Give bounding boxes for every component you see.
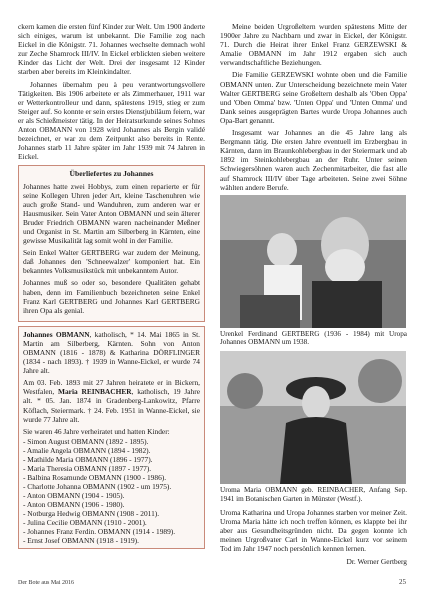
photo-caption-1: Urenkel Ferdinand GERTBERG (1936 - 1984) mit Uropa Johannes OBMANN um 1938. [220, 329, 407, 347]
child-item: - Balbina Rosamunde OBMANN (1900 - 1986). [23, 472, 167, 482]
photo-caption-2: Uroma Maria OBMANN geb. REINBACHER, Anfang Sep. 1941 im Botanischen Garten in Münster (Westf.). [220, 486, 407, 504]
johannes-details: , katholisch, * 14. Mai 1865 in St. Martin am Silberberg, Kärnten. Sohn von Anton OBMANN (1816 - 1878) & Katharina DÖRFLINGER (1834 - nach 1893). † 1939 in Wanne-Eickel, er wurde 74 Jahre alt. [23, 329, 200, 376]
genealogy-paragraph-2 [23, 378, 200, 423]
anecdote-paragraph-2: Sein Enkel Walter GERTBERG war zudem der Meinung, daß Johannes den 'Schneewalzer' komponiert hat. Ein bekanntes Volksmusikstück mit unbekanntem Autor. [23, 248, 200, 276]
left-paragraph-2: Johannes übernahm peu à peu verantwortungsvollere Tätigkeiten. Bis 1906 arbeitete er als Zimmerhauer, 1911 war er Wetterkontrolleur und dann, spätestens 1919, stieg er zum Steiger auf. So konnte er sein erstes Dienstjubiläum feiern, war er als Schießmeister tätig. In der Heiratsurkunde seines Sohnes Anton OBMANN von 1928 wird Johannes als Bergin validé bezeichnet, er war zu dem Zeitpunkt also bereits in Rente. Johannes starb 11 Jahre später im Jahr 1939 mit 74 Jahren in Eickel. [18, 79, 205, 162]
genealogy-paragraph-1 [23, 330, 200, 375]
anecdote-paragraph-1: Johannes hatte zwei Hobbys, zum einen reparierte er für seine Kollegen Uhren jeder Art, kleine Taschenuhren wie auch große Stand- und Wanduhren, zum anderen war er Hausmusiker. Sein Vater Anton OBMANN und sein älterer Bruder Friedrich OBMANN waren nacheinander Meßner und Organist in St. Martin am Silberberg in Kärnten, eine gewisse Musikalität lag somit wohl in der Familie. [23, 181, 200, 246]
left-column [18, 22, 205, 553]
child-item: - Simon August OBMANN (1892 - 1895). [23, 436, 149, 446]
child-item: - Anton OBMANN (1906 - 1980). [23, 499, 125, 509]
child-item: - Anton OBMANN (1904 - 1905). [23, 490, 125, 500]
children-list [23, 437, 200, 545]
author-signature: Dr. Werner Gertberg [346, 557, 407, 567]
right-paragraph-1: Meine beiden Urgroßeltern wurden spätestens Mitte der 1900er Jahre zu Nachbarn und zwar in Eickel, der Königstr. 71. Durch die Heirat ihrer Enkel Franz GERZEWSKI & Amalie OBMANN im Jahr 1912 ergaben sich auch verwandtschaftliche Beziehungen. [220, 22, 407, 68]
child-item: - Amalie Angela OBMANN (1894 - 1982). [23, 445, 151, 455]
page-number: 25 [399, 578, 406, 586]
child-item: - Mathilde Maria OBMANN (1896 - 1977). [23, 454, 153, 464]
maria-name: Maria REINBACHER [58, 387, 132, 397]
right-paragraph-3: Insgesamt war Johannes an die 45 Jahre lang als Bergmann tätig. Die ersten Jahre eventuell im Erzbergbau in Kärnten, dann im Braunkohlebergbau in der Steiermark und ab 1892 im Steinkohlebergbau an der Ruhr. Unter seinen Schwiegersöhnen waren auch Zechenmitarbeiter, die fast alle auf Shamrock III/IV über Tage arbeiteten. Seine zwei Söhne wählten andere Berufe. [220, 128, 407, 192]
photo-grandmother [220, 351, 406, 484]
marriage-text-b: , katholisch, 19 Jahre alt. * 05. Jan. 1874 in Gradenberg-Lankowitz, Pfarre Köflach, Steiermark. † 24. Feb. 1951 in Wanne-Eickel, sie wurde 77 Jahre alt. [23, 387, 200, 424]
children-intro: Sie waren 46 Jahre verheiratet und hatten Kinder: [23, 426, 170, 436]
photo-grandmother-image [220, 351, 406, 484]
johannes-name: Johannes OBMANN [23, 329, 90, 339]
genealogy-box [18, 326, 205, 549]
anecdote-box [18, 165, 205, 321]
photo-grandfather-with-child [220, 195, 406, 328]
footer-publication: Der Bote aus Mai 2016 [18, 580, 74, 586]
child-item: - Johannes Franz Ferdin. OBMANN (1914 - 1989). [23, 526, 176, 536]
marriage-text-a: Am 03. Feb. 1893 mit 27 Jahren heiratete er in Bickern, Westfalen, [23, 378, 200, 397]
child-item: - Notburga Hedwig OBMANN (1908 - 2011). [23, 508, 160, 518]
child-item: - Ernst Josef OBMANN (1918 - 1919). [23, 535, 139, 545]
child-item: - Julina Cecilie OBMANN (1910 - 2001). [23, 517, 147, 527]
child-item: - Maria Theresia OBMANN (1897 - 1977). [23, 463, 152, 473]
anecdote-paragraph-3: Johannes muß so oder so, besondere Qualitäten gehabt haben, denn im Familienbuch bezeichneten seine Enkel Franz Karl GERTBERG und Johannes Karl GERTBERG ihren Opa als genial. [23, 278, 200, 315]
right-column [220, 22, 407, 569]
anecdote-box-title: Überliefertes zu Johannes [69, 169, 154, 179]
right-paragraph-4: Uroma Katharina und Uropa Johannes starben vor meiner Zeit. Uroma Maria hätte ich noch treffen können, es klappte bei ihr aber aus Gesundheitsgründen nicht. Da gegen konnte ich meinen Urgroßvater Carl in Wanne-Eickel kurz vor seinem Tod im Jahr 1947 noch persönlich kennen lernen. [220, 507, 407, 554]
photo-grandfather-with-child-image [220, 195, 406, 328]
right-paragraph-2: Die Familie GERZEWSKI wohnte oben und die Familie OBMANN unten. Zur Unterscheidung bezeichnete mein Vater Walter GERTBERG seine Großeltern deshalb als 'Oben Oppa' und 'Oben Omma' bzw. 'Unten Oppa' und 'Unten Omma' und Dank seines ausgeprägten Bartes wurde Uropa Johannes auch Opa-Bart genannt. [220, 70, 407, 125]
child-item: - Charlotte Johanna OBMANN (1902 - um 1975). [23, 481, 172, 491]
left-paragraph-1: ckern kamen die ersten fünf Kinder zur Welt. Um 1900 änderte sich einiges, warum ist unbekannt. Die Familie zog nach Eickel in die Königstr. 71. Johannes wechselte demnach wohl zur Zeche Shamrock III/IV. In Eickel erblickten sieben weitere Kinder das Licht der Welt. Drei der insgesamt 12 Kinder starben aber bereits im Kleinkindalter. [18, 22, 205, 77]
